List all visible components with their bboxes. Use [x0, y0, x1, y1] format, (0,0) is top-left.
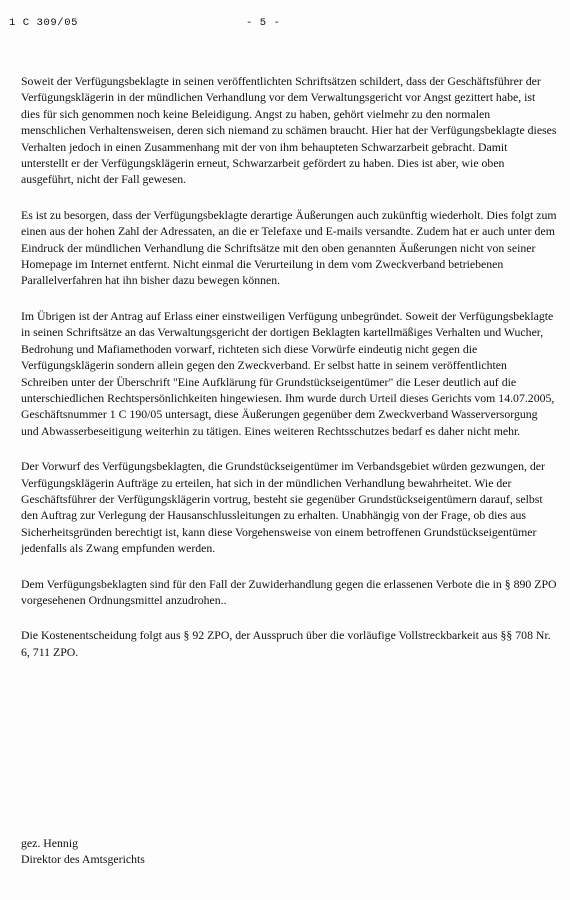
page-number: - 5 - [246, 17, 281, 29]
paragraph-penalty-notice: Dem Verfügungsbeklagten sind für den Fall der Zuwiderhandlung gegen die erlassenen Verbote die in § 890 ZPO vorgesehenen Ordnungsmittel anzudrohen.. [21, 576, 557, 607]
document-body [21, 73, 557, 679]
paragraph-coercion-claim: Der Vorwurf des Verfügungsbeklagten, die Grundstückseigentümer im Verbandsgebiet würden gezwungen, der Verfügungsklägerin Aufträge zu erteilen, hat sich in der mündlichen Verhandlung bewahrheitet. Wie der Geschäftsführer der Verfügungsklägerin vortrug, besteht sie gegenüber Grundstückseigentümern darauf, selbst den Auftrag zur Verlegung der Hausanschlussleitungen zu erhalten. Unabhängig von der Frage, ob dies aus Sicherheitsgründen berechtigt ist, kann diese Vorgehensweise von einem betroffenen Grundstückseigentümer jedenfalls als Zwang empfunden werden. [21, 459, 545, 556]
signature-title: Direktor des Amtsgerichts [21, 852, 145, 867]
case-reference: 1 C 309/05 [9, 17, 79, 29]
paragraph-insult-claim: Soweit der Verfügungsbeklagte in seinen veröffentlichten Schriftsätzen schildert, dass der Geschäftsführer der Verfügungsklägerin in der mündlichen Verhandlung vor dem Verwaltungsgericht vor Angst gezittert habe, ist dies für sich genommen noch keine Beleidigung. Angst zu haben, gehört vielmehr zu den normalen menschlichen Verhaltensweisen, deren sich niemand zu schämen braucht. Hier hat der Verfügungsbeklagte dieses Verhalten jedoch in einen Zusammenhang mit der von ihm behaupteten Schwarzarbeit gebracht. Damit unterstellt er der Verfügungsklägerin erneut, Schwarzarbeit gefördert zu haben. Dies ist aber, wie oben ausgeführt, nicht der Fall gewesen. [21, 74, 557, 187]
signature-name: gez. Hennig [21, 836, 78, 850]
page-header [9, 17, 561, 33]
paragraph-repetition-risk: Es ist zu besorgen, dass der Verfügungsbeklagte derartige Äußerungen auch zukünftig wiederholt. Dies folgt zum einen aus der hohen Zahl der Adressaten, an die er Telefaxe und E-mails versandte. Zudem hat er auch unter dem Eindruck der mündlichen Verhandlung die Schriftsätze mit den oben genannten Äußerungen nicht von seiner Homepage im Internet entfernt. Nicht einmal die Verurteilung in dem vom Zweckverband betriebenen Parallelverfahren hat ihn bisher dazu bewegen können. [21, 207, 557, 288]
paragraph-cost-decision: Die Kostenentscheidung folgt aus § 92 ZPO, der Ausspruch über die vorläufige Vollstreckbarkeit aus §§ 708 Nr. 6, 711 ZPO. [21, 628, 551, 659]
signature-block [21, 835, 145, 868]
paragraph-unfounded-motion: Im Übrigen ist der Antrag auf Erlass einer einstweiligen Verfügung unbegründet. Soweit der Verfügungsbeklagte in seinen Schriftsätze an das Verwaltungsgericht der dortigen Beklagten kartellmäßiges Verhalten und Wucher, Bedrohung und Mafiamethoden vorwarf, richteten sich diese Vorwürfe eindeutig nicht gegen die Verfügungsklägerin sondern allein gegen den Zweckverband. Er selbst hatte in seinem veröffentlichten Schreiben unter der Überschrift "Eine Aufklärung für Grundstückseigentümer" die Leser deutlich auf die unterschiedlichen Rechtspersönlichkeiten hingewiesen. Ihm wurde durch Urteil dieses Gerichts vom 14.07.2005, Geschäftsnummer 1 C 190/05 untersagt, diese Äußerungen gegenüber dem Zweckverband Wasserversorgung und Abwasserbeseitigung weiterhin zu tätigen. Eines weiteren Rechtsschutzes bedarf es daher nicht mehr. [21, 308, 555, 438]
